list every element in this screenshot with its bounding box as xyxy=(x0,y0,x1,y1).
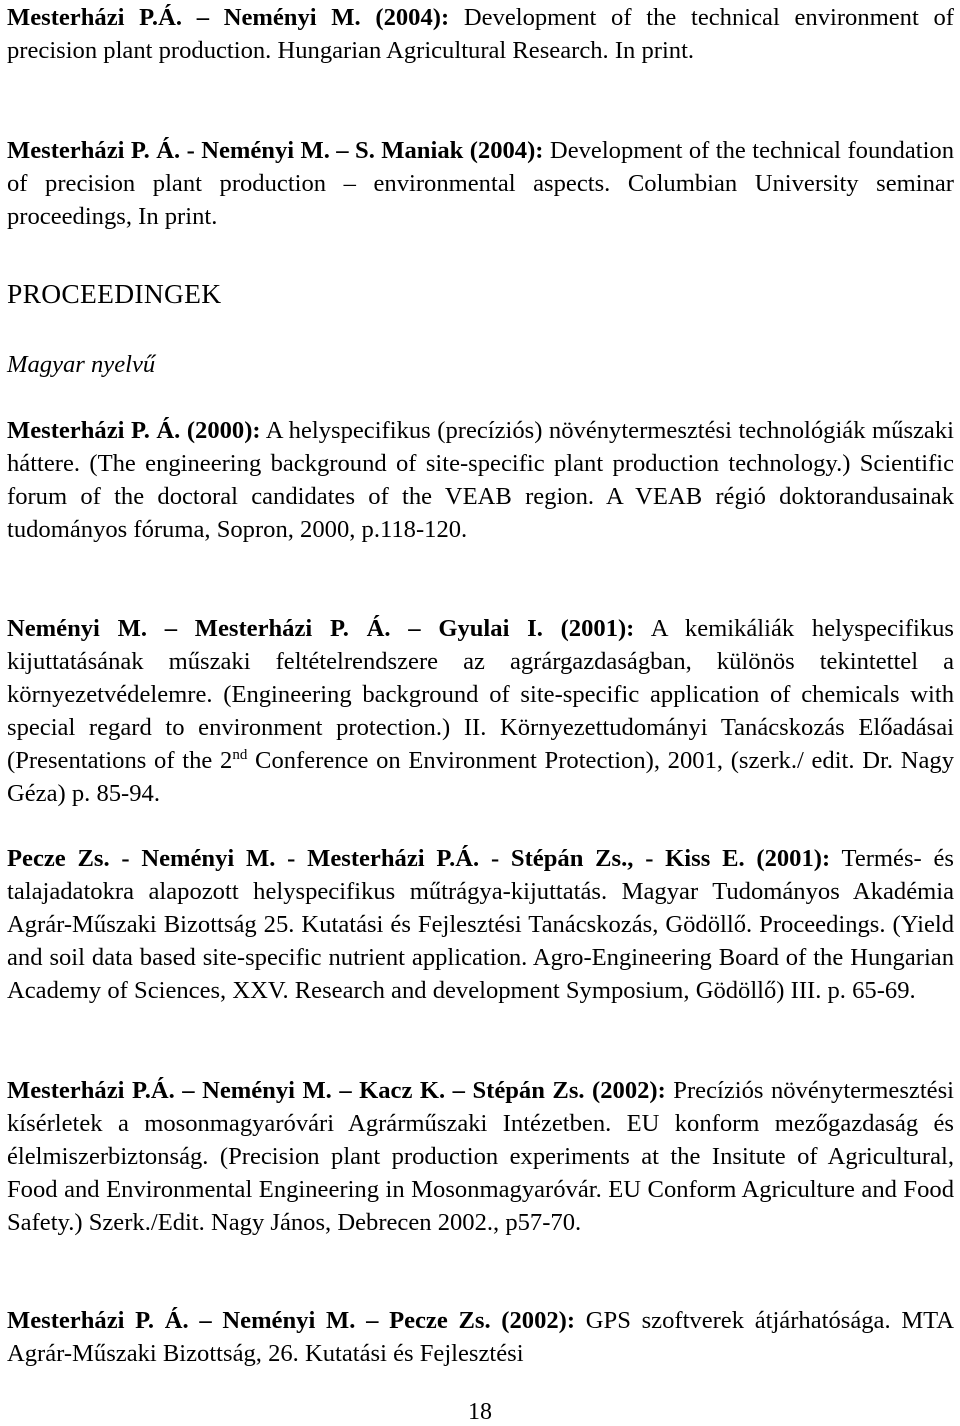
reference-authors: Mesterházi P. Á. - Neményi M. – S. Maniak (2004): xyxy=(7,137,544,164)
reference-text: A helyspecifikus (precíziós) növénytermesztési technológiák műszaki háttere. (The engineering background of site-specific plant production technology.) Scientific forum of the doctoral candidates of the VEAB region. A VEAB régió doktorandusainak tudományos fóruma, Sopron, 2000, p.118-120. xyxy=(7,417,954,543)
section-heading: PROCEEDINGEK xyxy=(7,278,222,309)
reference-text: A kemikáliák helyspecifikus kijuttatásának műszaki feltételrendszere az agrárgazdaságban, különös tekintettel a környezetvédelemre. (Engineering background of site-specific application of chemicals with special regard to environment protection.) II. Környezettudományi Tanácskozás Előadásai (Presentations of the 2 xyxy=(7,615,954,774)
reference-entry xyxy=(7,1075,954,1240)
ordinal-superscript: nd xyxy=(232,746,248,763)
reference-text: Termés- és talajadatokra alapozott helyspecifikus műtrágya-kijuttatás. Magyar Tudományos Akadémia Agrár-Műszaki Bizottság 25. Kutatási és Fejlesztési Tanácskozás, Gödöllő. Proceedings. (Yield and soil data based site-specific nutrient application. Agro-Engineering Board of the Hungarian Academy of Sciences, XXV. Research and development Symposium, Gödöllő) III. p. 65-69. xyxy=(7,845,954,1004)
reference-entry xyxy=(7,843,954,1008)
reference-authors: Mesterházi P.Á. – Neményi M. (2004): xyxy=(7,4,450,31)
reference-text: Precíziós növénytermesztési kísérletek a mosonmagyaróvári Agrárműszaki Intézetben. EU konform mezőgazdaság és élelmiszerbiztonság. (Precision plant production experiments at the Insitute of Agricultural, Food and Environmental Engineering in Mosonmagyaróvár. EU Conform Agriculture and Food Safety.) Szerk./Edit. Nagy János, Debrecen 2002., p57-70. xyxy=(7,1077,954,1236)
reference-entry xyxy=(7,1305,954,1371)
reference-entry xyxy=(7,613,954,810)
reference-text: Conference on Environment Protection), 2001, (szerk./ edit. Dr. Nagy Géza) p. 85-94. xyxy=(7,746,954,807)
reference-authors: Mesterházi P. Á. – Neményi M. – Pecze Zs. (2002): xyxy=(7,1307,576,1334)
reference-entry xyxy=(7,135,954,234)
reference-authors: Mesterházi P. Á. (2000): xyxy=(7,417,261,444)
reference-text: Development of the technical environment of precision plant production. Hungarian Agricultural Research. In print. xyxy=(7,4,954,64)
reference-authors: Mesterházi P.Á. – Neményi M. – Kacz K. – Stépán Zs. (2002): xyxy=(7,1077,666,1104)
reference-text: Development of the technical foundation of precision plant production – environmental aspects. Columbian University seminar proceedings, In print. xyxy=(7,137,955,230)
subsection-heading: Magyar nyelvű xyxy=(7,351,156,378)
page-number: 18 xyxy=(468,1399,492,1425)
reference-authors: Neményi M. – Mesterházi P. Á. – Gyulai I. (2001): xyxy=(7,615,635,642)
reference-text: GPS szoftverek átjárhatósága. MTA Agrár-Műszaki Bizottság, 26. Kutatási és Fejlesztési xyxy=(7,1307,954,1367)
reference-entry xyxy=(7,2,954,68)
reference-authors: Pecze Zs. - Neményi M. - Mesterházi P.Á. - Stépán Zs., - Kiss E. (2001): xyxy=(7,845,831,872)
reference-entry xyxy=(7,415,954,547)
